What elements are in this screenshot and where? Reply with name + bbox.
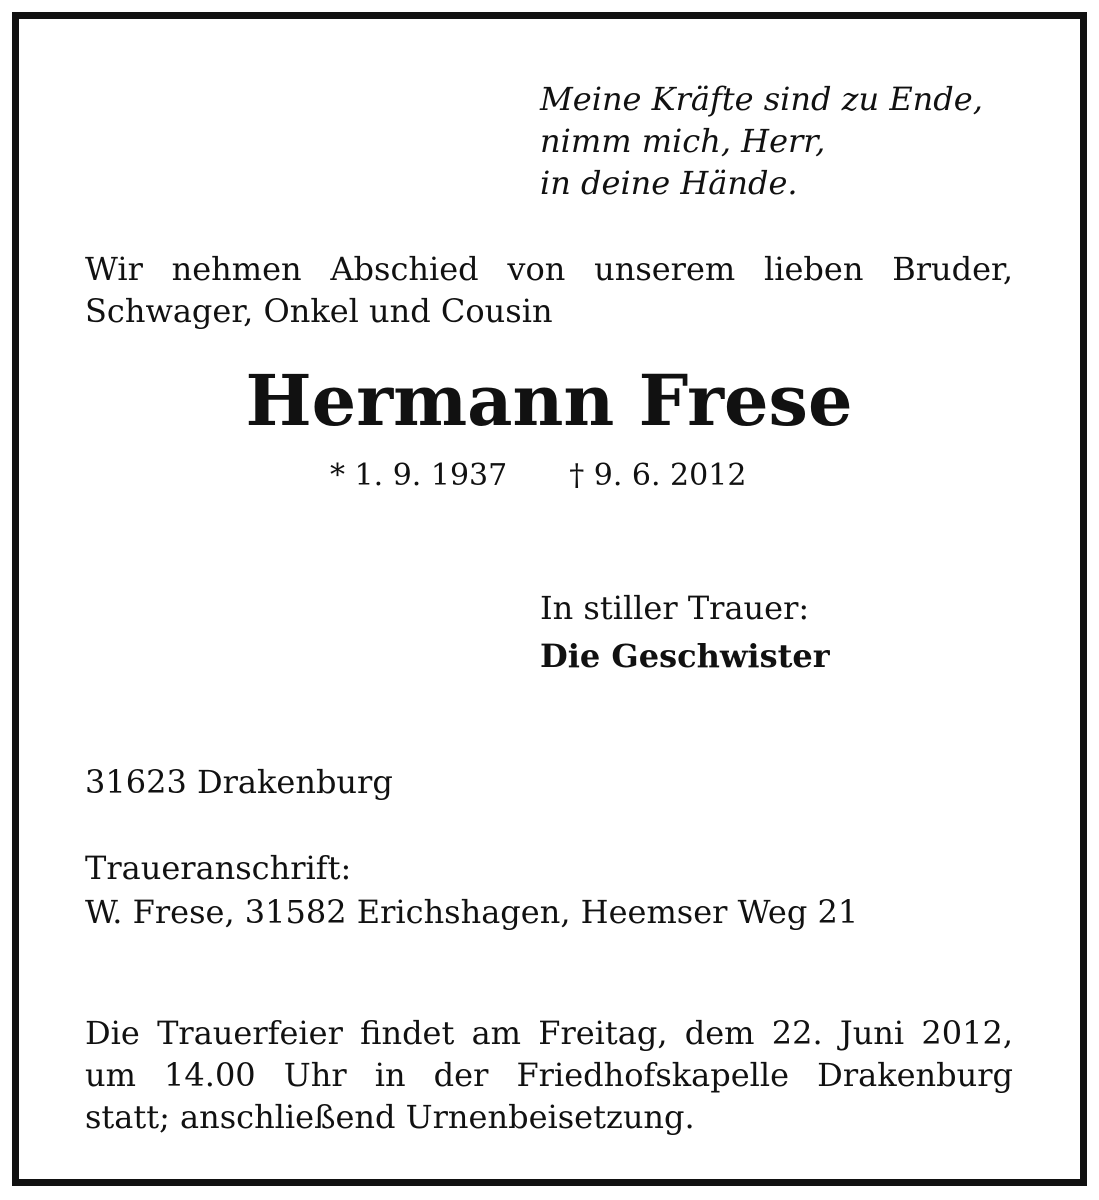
address-value: W. Frese, 31582 Erichshagen, Heemser Weg 21 (85, 893, 859, 931)
verse-line: Meine Kräfte sind zu Ende, (540, 80, 983, 118)
life-dates (330, 456, 746, 496)
farewell-intro (85, 248, 1013, 332)
verse-quote (540, 78, 983, 204)
death-date: † 9. 6. 2012 (569, 458, 747, 493)
intro-line: Wir nehmen Abschied von unserem lieben Bruder, (85, 250, 1013, 288)
service-line: statt; anschließend Urnenbeisetzung. (85, 1098, 695, 1136)
birth-date: * 1. 9. 1937 (330, 458, 508, 493)
verse-line: nimm mich, Herr, (540, 122, 826, 160)
mourning-signers: Die Geschwister (540, 637, 830, 675)
mourning-address (85, 846, 858, 934)
place-line: 31623 Drakenburg (85, 763, 393, 801)
service-line: um 14.00 Uhr in der Friedhofskapelle Drakenburg (85, 1056, 1013, 1094)
verse-line: in deine Hände. (540, 164, 798, 202)
funeral-service-info (85, 1012, 1013, 1138)
mourning-label: In stiller Trauer: (540, 589, 810, 627)
address-label: Traueranschrift: (85, 849, 352, 887)
deceased-name: Hermann Frese (245, 359, 853, 442)
mourning-block (540, 584, 830, 680)
intro-line: Schwager, Onkel und Cousin (85, 292, 553, 330)
service-line: Die Trauerfeier findet am Freitag, dem 22. Juni 2012, (85, 1014, 1013, 1052)
